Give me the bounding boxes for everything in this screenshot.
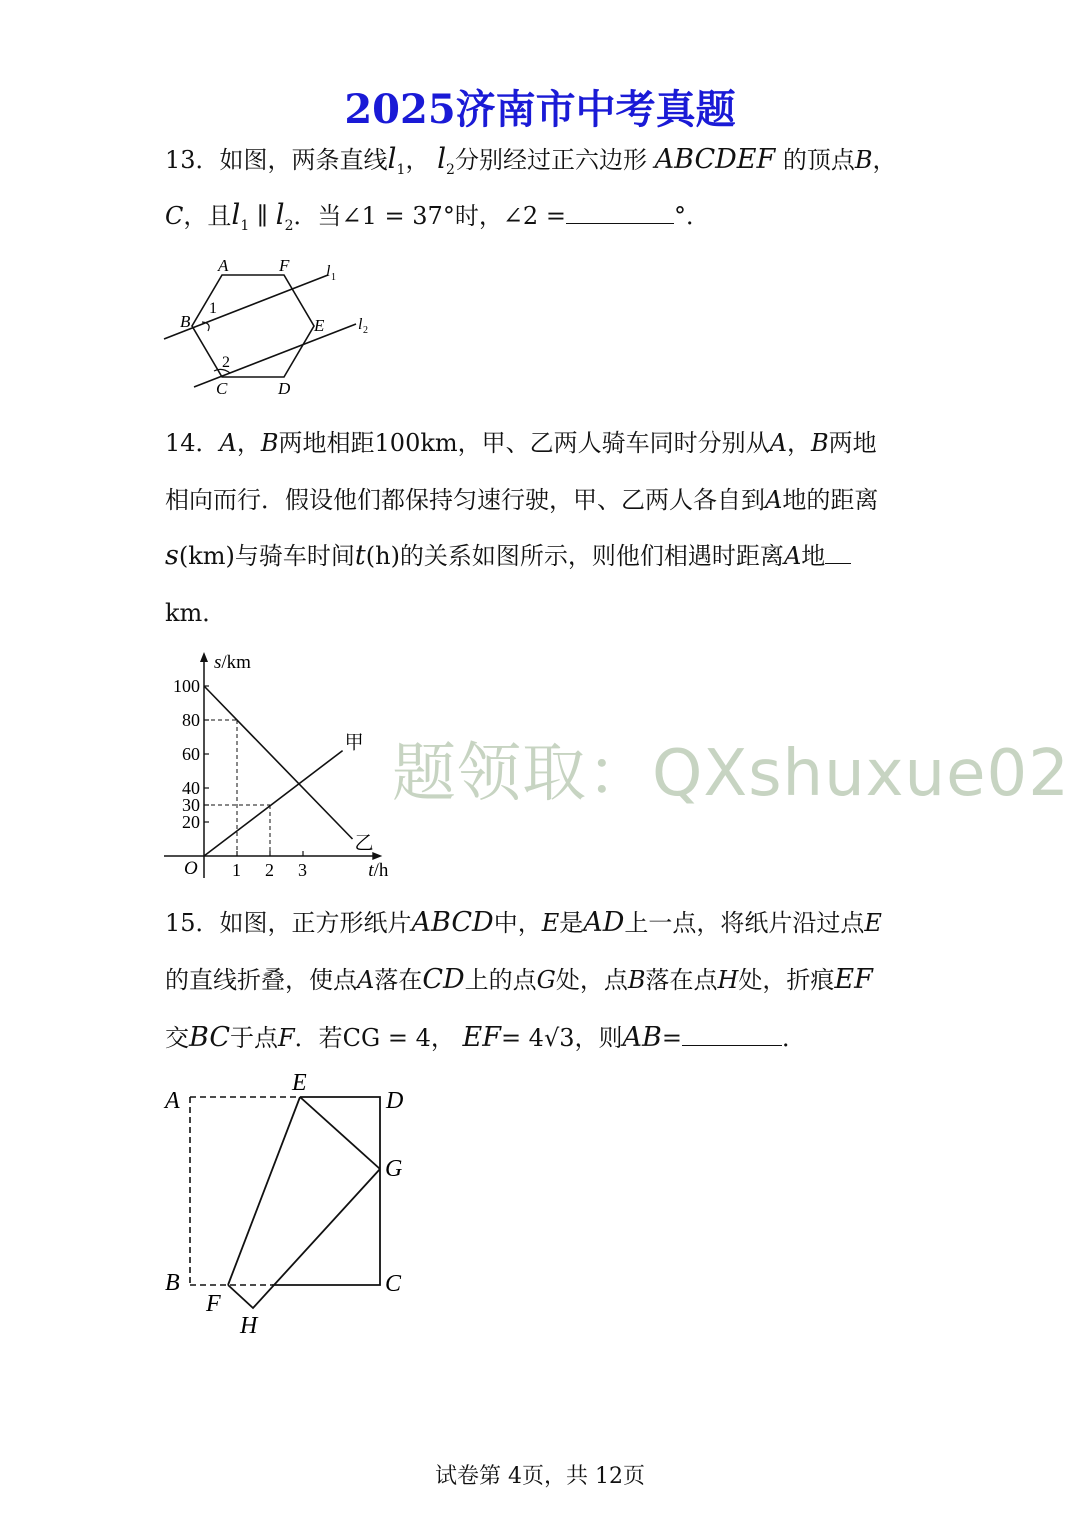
- series-label-yi: 乙: [354, 833, 374, 854]
- y-axis-arrow: [200, 652, 208, 662]
- y-tick-label: 20: [182, 812, 200, 832]
- x-tick-label: 1: [232, 860, 241, 880]
- y-tick-label: 40: [182, 778, 200, 798]
- hexagon-shape: [192, 275, 314, 377]
- label-l1-sub: 1: [331, 272, 336, 283]
- answer-blank-13[interactable]: [566, 223, 674, 224]
- distance-time-chart: [160, 648, 410, 884]
- y-axis-label: s/km: [214, 652, 251, 673]
- q15-line3: 交BC于点F．若CG = 4， EF= 4√3，则AB= ．: [165, 1022, 806, 1053]
- origin-label: O: [184, 858, 198, 879]
- hexagon-figure: [160, 255, 390, 405]
- label-A: A: [218, 256, 229, 275]
- fig-label-B: B: [165, 1270, 180, 1296]
- fig-label-G: G: [385, 1156, 403, 1182]
- fig-label-H: H: [240, 1313, 258, 1339]
- fig-label-D: D: [386, 1088, 404, 1114]
- segment-EG: [300, 1097, 380, 1169]
- fig-label-E: E: [292, 1070, 307, 1096]
- x-axis-label: t/h: [368, 860, 389, 881]
- label-F: F: [279, 256, 290, 275]
- fig-label-F: F: [206, 1291, 221, 1317]
- square-fold-figure: [160, 1065, 430, 1345]
- page-footer: 试卷第 4页，共 12页: [435, 1464, 645, 1489]
- y-tick-label: 100: [173, 676, 200, 696]
- q14-line2: 相向而行．假设他们都保持匀速行驶，甲、乙两人各自到A地的距离: [165, 486, 879, 514]
- label-E: E: [314, 316, 325, 335]
- label-C: C: [216, 379, 228, 398]
- square-solid-edges: [272, 1097, 380, 1285]
- answer-blank-14[interactable]: [825, 563, 851, 564]
- y-tick-label: 80: [182, 710, 200, 730]
- y-tick-label: 60: [182, 744, 200, 764]
- x-tick-label: 3: [298, 860, 307, 880]
- label-D: D: [278, 379, 291, 398]
- label-l1: l: [326, 263, 331, 280]
- x-tick-label: 2: [265, 860, 274, 880]
- q13-line1: 13．如图，两条直线$l_1$， $l_2$分别经过正六边形 ABCDEF 的顶点B，: [165, 142, 897, 178]
- y-tick-label: 30: [182, 795, 200, 815]
- label-angle1: 1: [209, 300, 217, 317]
- page-title: 2025济南市中考真题: [344, 86, 736, 133]
- label-l2-sub: 2: [363, 325, 368, 336]
- x-axis-arrow: [372, 852, 382, 860]
- label-l2: l: [358, 316, 363, 333]
- q14-line1: 14．A，B两地相距100km，甲、乙两人骑车同时分别从A，B两地: [165, 429, 877, 457]
- folded-GHF: [228, 1169, 380, 1308]
- fig-label-C: C: [385, 1271, 402, 1297]
- watermark: 题领取：QXshuxue02: [392, 737, 1070, 811]
- series-label-jia: 甲: [344, 732, 364, 754]
- q14-line4: km．: [165, 599, 227, 627]
- q13-line2: C，且$l_1$ ∥ $l_2$．当∠1 = 37°时，∠2 = °．: [165, 198, 710, 234]
- answer-blank-15[interactable]: [682, 1045, 782, 1046]
- series-line-jia: [204, 751, 343, 856]
- label-angle2: 2: [222, 354, 230, 371]
- q15-line2: 的直线折叠，使点A落在CD上的点G处，点B落在点H处，折痕EF: [165, 964, 873, 995]
- fig-label-A: A: [165, 1088, 180, 1114]
- label-B: B: [180, 312, 191, 331]
- crease-EF: [228, 1097, 300, 1285]
- series-line-yi: [204, 686, 353, 839]
- q14-line3: s(km)与骑车时间t(h)的关系如图所示，则他们相遇时距离A地: [165, 541, 851, 571]
- q15-line1: 15．如图，正方形纸片ABCD中，E是AD上一点，将纸片沿过点E: [165, 907, 882, 938]
